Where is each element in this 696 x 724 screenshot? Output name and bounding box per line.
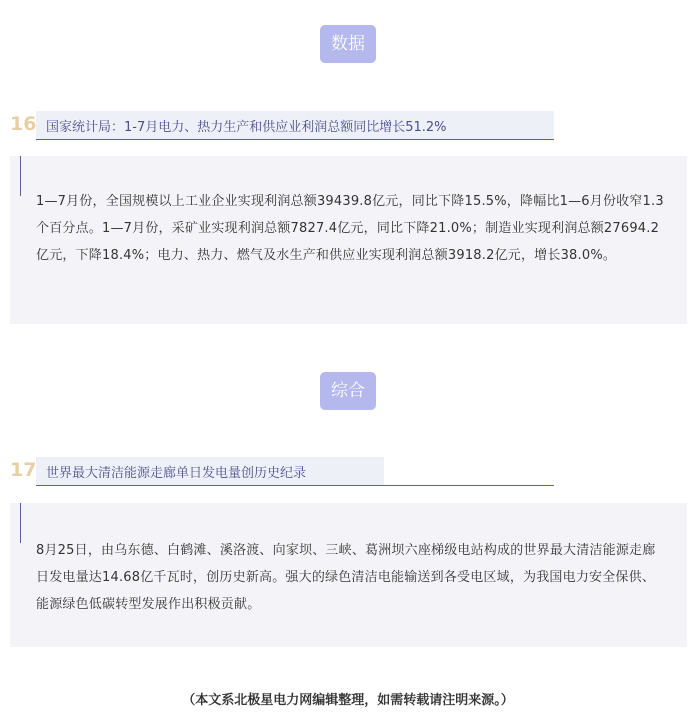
section-badge-general: 综合 xyxy=(320,372,376,410)
source-note: （本文系北极星电力网编辑整理，如需转载请注明来源。） xyxy=(182,693,514,708)
headline-title: 国家统计局：1-7月电力、热力生产和供应业利润总额同比增长51.2% xyxy=(46,120,447,135)
news-body-17: 8月25日，由乌东德、白鹤滩、溪洛渡、向家坝、三峡、葛洲坝六座梯级电站构成的世界最大清洁能源走廊日发电量达14.68亿千瓦时，创历史新高。强大的绿色清洁电能输送到各受电区域，为我国电力安全保供、能源绿色低碳转型发展作出积极贡献。 xyxy=(36,543,656,612)
news-card-17 xyxy=(10,503,687,647)
headline-number: 17 xyxy=(10,459,37,481)
news-card-16 xyxy=(10,156,687,324)
news-body-16: 1—7月份，全国规模以上工业企业实现利润总额39439.8亿元，同比下降15.5%，降幅比1—6月份收窄1.3个百分点。1—7月份，采矿业实现利润总额7827.4亿元，同比下降21.0%；制造业实现利润总额27694.2亿元，下降18.4%；电力、热力、燃气及水生产和供应业实现利润总额3918.2亿元，增长38.0%。 xyxy=(36,194,664,263)
headline-underline xyxy=(36,139,554,140)
headline-underline xyxy=(36,485,554,486)
headline-16 xyxy=(10,111,540,141)
headline-title: 世界最大清洁能源走廊单日发电量创历史纪录 xyxy=(46,466,307,481)
section-badge-data: 数据 xyxy=(320,25,376,63)
card-accent-bar xyxy=(20,156,21,196)
headline-number: 16 xyxy=(10,113,37,135)
card-accent-bar xyxy=(20,503,21,543)
headline-17 xyxy=(10,457,540,487)
